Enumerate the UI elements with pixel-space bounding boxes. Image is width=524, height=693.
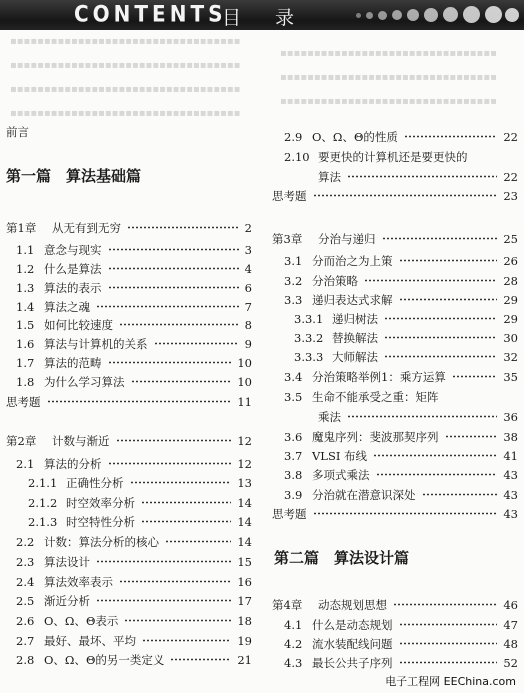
dot-leader [119,323,239,326]
contents-banner [0,0,524,30]
toc-title: 什么是算法 [44,262,102,276]
toc-title: 算法与计算机的关系 [44,337,148,351]
dot-leader [130,481,232,484]
toc-page-number: 30 [503,331,518,345]
toc-row [0,513,258,531]
toc-page-number: 6 [244,281,252,295]
toc-row [0,316,258,334]
toc-title: 为什么学习算法 [44,375,125,389]
toc-page-number: 38 [503,430,518,444]
dot-leader [445,435,498,438]
toc-chapter-row [0,219,258,237]
toc-row [270,428,524,446]
toc-page-number: 32 [503,350,518,364]
dot-leader [127,226,239,229]
toc-row [0,632,258,650]
dot-leader [393,603,497,606]
preface-entry: 前言 [6,125,29,139]
toc-page-number: 8 [244,318,252,332]
toc-page-number: 22 [503,130,518,144]
dot-leader [399,259,498,262]
toc-page-number: 29 [503,293,518,307]
toc-number: 2.1.3 [28,515,58,529]
dot-leader [373,454,497,457]
toc-number: 3.1 [284,254,303,268]
toc-row [270,654,524,672]
toc-page-number: 13 [237,476,252,490]
toc-number: 3.4 [284,370,303,384]
dot-leader [422,493,498,496]
toc-number: 2.9 [284,130,303,144]
dot-leader [384,317,497,320]
toc-row [270,486,524,504]
toc-page-number: 18 [237,614,252,628]
toc-page-number: 2 [244,221,252,235]
toc-number: 2.3 [16,555,35,569]
dot-leader [141,501,231,504]
toc-page-number: 28 [503,274,518,288]
toc-row [270,635,524,653]
toc-number: 1.5 [16,318,35,332]
toc-number: 3.5 [284,390,303,404]
bleed-through-text: ▪▪▪▪▪▪▪▪▪▪▪▪▪▪▪▪▪▪▪▪▪▪▪▪▪▪▪▪▪▪▪▪ [280,48,497,59]
dot-leader [96,599,231,602]
toc-row [270,168,524,186]
toc-page-number: 52 [503,656,518,670]
toc-page-number: 22 [503,170,518,184]
toc-title: 算法的范畴 [44,356,102,370]
toc-title: 计数与渐近 [52,434,110,448]
toc-page-number: 23 [503,189,518,203]
toc-row [270,466,524,484]
banner-title: CONTENTS [74,0,227,28]
dot-leader [108,462,232,465]
toc-number: 3.9 [284,488,303,502]
toc-number: 1.7 [16,356,35,370]
toc-number: 1.6 [16,337,35,351]
toc-number: 2.1.2 [28,496,58,510]
toc-title: O、Ω、Θ的另一类定义 [44,653,165,667]
toc-number: 1.4 [16,300,35,314]
toc-number: 第1章 [6,221,37,235]
dot-leader [165,540,231,543]
dot-leader [399,661,498,664]
dot-leader [96,305,239,308]
dot-leader [313,194,498,197]
dot-leader [170,658,231,661]
toc-number: 1.1 [16,243,35,257]
dot-leader [452,375,498,378]
toc-number: 1.8 [16,375,35,389]
toc-row [0,553,258,571]
dot-leader [347,415,497,418]
toc-row [270,187,524,205]
toc-page-number: 11 [237,395,252,409]
dot-leader [131,380,232,383]
toc-title: 思考题 [272,189,307,203]
toc-number: 3.6 [284,430,303,444]
toc-row [270,616,524,634]
toc-title: 多项式乘法 [312,468,370,482]
toc-page-number: 46 [503,598,518,612]
toc-title: 生命不能承受之重：矩阵 [312,390,439,404]
bleed-through-text: ▪▪▪▪▪▪▪▪▪▪▪▪▪▪▪▪▪▪▪▪▪▪▪▪▪▪▪▪▪▪▪▪ [280,72,497,83]
dot-leader [399,642,498,645]
toc-page-number: 12 [237,434,252,448]
dot-leader [142,639,231,642]
toc-page-number: 7 [244,300,252,314]
toc-row [270,252,524,270]
bleed-through-text: ▪▪▪▪▪▪▪▪▪▪▪▪▪▪▪▪▪▪▪▪▪▪▪▪▪▪▪▪▪▪▪▪ [280,96,497,107]
toc-row [0,354,258,372]
dot-leader [108,248,239,251]
toc-number: 2.7 [16,634,35,648]
toc-number: 3.3 [284,293,303,307]
bleed-through-text: ▪▪▪▪▪▪▪▪▪▪▪▪▪▪▪▪▪▪▪▪▪▪▪▪▪▪▪▪▪▪▪▪▪▪ [10,60,241,71]
toc-page-number: 26 [503,254,518,268]
toc-number: 2.6 [16,614,35,628]
toc-row [270,348,524,366]
toc-row [0,651,258,669]
toc-number: 4.1 [284,618,303,632]
toc-title: 正确性分析 [66,476,124,490]
dot-leader [47,400,232,403]
toc-row [270,148,524,166]
toc-chapter-row [270,230,524,248]
toc-title: 时空效率分析 [66,496,135,510]
toc-row [270,388,524,406]
toc-number: 2.4 [16,575,35,589]
toc-row [0,533,258,551]
dot-leader [364,279,497,282]
toc-row [0,592,258,610]
dot-leader [108,286,239,289]
toc-title: 计数：算法分析的核心 [44,535,159,549]
toc-number: 3.7 [284,449,303,463]
dot-leader [347,175,497,178]
toc-title: 分治就在潜意识深处 [312,488,416,502]
bleed-through-text: ▪▪▪▪▪▪▪▪▪▪▪▪▪▪▪▪▪▪▪▪▪▪▪▪▪▪▪▪▪▪▪▪▪▪ [10,36,241,47]
part1-title: 第一篇 算法基础篇 [6,167,142,185]
toc-row [0,474,258,492]
dot-leader [382,237,498,240]
toc-title: 从无有到无穷 [52,221,121,235]
toc-title: 魔鬼序列：斐波那契序列 [312,430,439,444]
toc-page-number: 48 [503,637,518,651]
toc-number: 2.2 [16,535,35,549]
toc-page-number: 43 [503,468,518,482]
toc-page-number: 3 [244,243,252,257]
toc-page-number: 43 [503,507,518,521]
toc-page-number: 10 [237,375,252,389]
toc-title: 分而治之为上策 [312,254,393,268]
toc-title: 最长公共子序列 [312,656,393,670]
toc-row [270,368,524,386]
toc-page-number: 14 [237,535,252,549]
toc-title: 分治策略 [312,274,358,288]
toc-title: 最好、最坏、平均 [44,634,136,648]
toc-page-number: 47 [503,618,518,632]
toc-row [0,335,258,353]
toc-title: 渐近分析 [44,594,90,608]
toc-row [270,505,524,523]
toc-title: 算法的表示 [44,281,102,295]
toc-page-number: 19 [237,634,252,648]
toc-title: O、Ω、Θ表示 [44,614,119,628]
toc-title: 算法设计 [44,555,90,569]
toc-page-number: 15 [237,555,252,569]
toc-row [270,447,524,465]
toc-title: 流水装配线问题 [312,637,393,651]
toc-title: 算法效率表示 [44,575,113,589]
dot-leader [124,619,231,622]
toc-number: 3.3.2 [294,331,324,345]
dot-leader [399,298,498,301]
toc-row [0,494,258,512]
toc-chapter-row [0,432,258,450]
part2-title: 第二篇 算法设计篇 [274,549,410,567]
toc-page-number: 21 [237,653,252,667]
toc-page-number: 14 [237,496,252,510]
toc-page-number: 14 [237,515,252,529]
toc-page-number: 10 [237,356,252,370]
dot-leader [119,580,231,583]
toc-title: 思考题 [6,395,41,409]
toc-title: 算法 [318,170,341,184]
dot-leader [384,355,497,358]
toc-row [270,128,524,146]
toc-title: 分治与递归 [318,232,376,246]
toc-row [270,272,524,290]
toc-title: 思考题 [272,507,307,521]
toc-title: 替换解法 [332,331,378,345]
toc-title: 乘法 [318,410,341,424]
toc-title: 算法的分析 [44,457,102,471]
toc-row [270,408,524,426]
toc-row [0,455,258,473]
dot-leader [96,560,231,563]
toc-row [0,612,258,630]
toc-page-number: 36 [503,410,518,424]
toc-number: 1.3 [16,281,35,295]
toc-title: 时空特性分析 [66,515,135,529]
toc-title: 什么是动态规划 [312,618,393,632]
toc-number: 第3章 [272,232,303,246]
watermark: 电子工程网 EEChina.com [385,675,516,688]
toc-title: 要更快的计算机还是要更快的 [318,150,468,164]
toc-title: 算法之魂 [44,300,90,314]
toc-page-number: 9 [244,337,252,351]
toc-row [0,373,258,391]
toc-number: 2.1 [16,457,35,471]
toc-page-number: 43 [503,488,518,502]
bleed-through-text: ▪▪▪▪▪▪▪▪▪▪▪▪▪▪▪▪▪▪▪▪▪▪▪▪▪▪▪▪▪▪▪▪▪▪ [10,108,241,119]
toc-title: 意念与现实 [44,243,102,257]
dot-leader [116,439,232,442]
toc-title: O、Ω、Θ的性质 [312,130,398,144]
dot-leader [154,342,239,345]
toc-row [0,260,258,278]
dot-leader [376,473,498,476]
toc-number: 4.3 [284,656,303,670]
toc-title: 大师解法 [332,350,378,364]
dot-leader [384,336,497,339]
dot-leader [399,623,498,626]
toc-number: 2.1.1 [28,476,58,490]
toc-row [0,298,258,316]
toc-row [0,279,258,297]
toc-page-number: 12 [237,457,252,471]
dot-leader [108,267,239,270]
toc-number: 3.3.3 [294,350,324,364]
toc-number: 3.3.1 [294,312,324,326]
toc-row [0,393,258,411]
toc-number: 2.5 [16,594,35,608]
toc-page-number: 29 [503,312,518,326]
toc-page-number: 25 [503,232,518,246]
dot-leader [141,520,231,523]
toc-title: 递归表达式求解 [312,293,393,307]
toc-number: 第2章 [6,434,37,448]
toc-title: VLSI 布线 [312,449,368,463]
toc-number: 3.2 [284,274,303,288]
toc-page-number: 17 [237,594,252,608]
toc-number: 1.2 [16,262,35,276]
toc-row [0,241,258,259]
toc-row [270,310,524,328]
bleed-through-text: ▪▪▪▪▪▪▪▪▪▪▪▪▪▪▪▪▪▪▪▪▪▪▪▪▪▪▪▪▪▪▪▪▪▪ [10,84,241,95]
toc-number: 3.8 [284,468,303,482]
dot-leader [108,361,232,364]
toc-number: 2.8 [16,653,35,667]
toc-page-number: 41 [503,449,518,463]
toc-number: 4.2 [284,637,303,651]
toc-row [270,329,524,347]
banner-dots-decoration [352,4,522,26]
toc-title: 动态规划思想 [318,598,387,612]
dot-leader [313,512,498,515]
toc-number: 2.10 [284,150,310,164]
toc-chapter-row [270,596,524,614]
toc-row [270,291,524,309]
toc-title: 如何比较速度 [44,318,113,332]
toc-number: 第4章 [272,598,303,612]
banner-title-cn: 目 录 [222,7,309,29]
toc-title: 分治策略举例1：乘方运算 [312,370,446,384]
toc-page-number: 16 [237,575,252,589]
toc-row [0,573,258,591]
toc-page-number: 4 [244,262,252,276]
dot-leader [404,135,497,138]
toc-page-number: 35 [503,370,518,384]
toc-title: 递归树法 [332,312,378,326]
